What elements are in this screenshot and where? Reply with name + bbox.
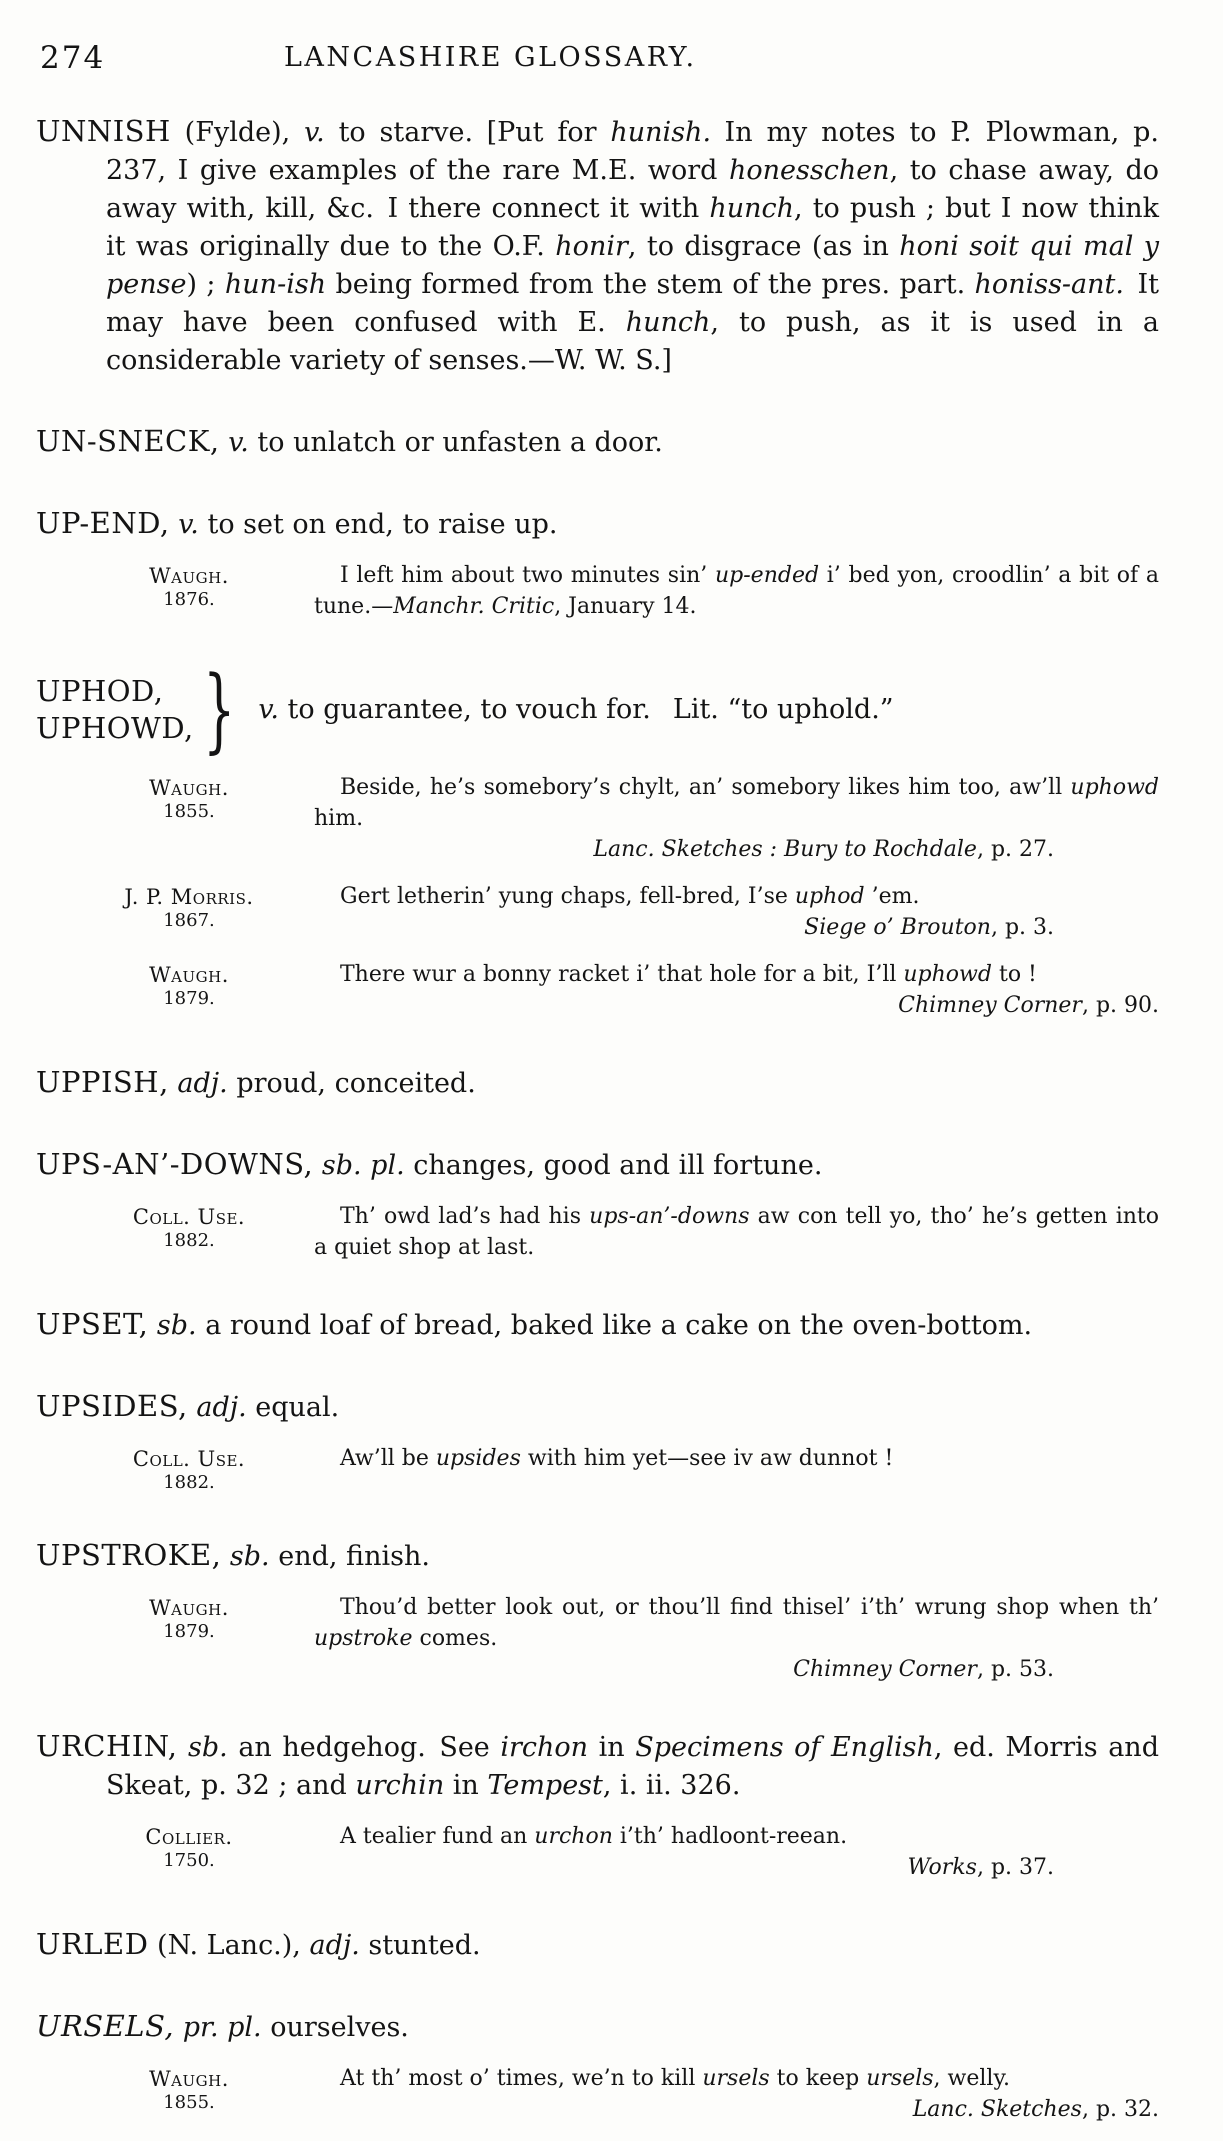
text-run: uphowd <box>903 962 992 987</box>
citation-attribution <box>94 881 284 943</box>
glossary-entry-upset <box>36 1305 1159 1345</box>
glossary-entry-urchin <box>36 1727 1159 1883</box>
text-run: Manchr. Critic <box>393 594 555 619</box>
text-run: It may have been confused with E. <box>106 269 1159 338</box>
page-number: 274 <box>40 40 106 76</box>
citation-quote <box>314 1592 1159 1654</box>
running-title: LANCASHIRE GLOSSARY. <box>284 42 697 73</box>
text-run <box>221 1541 230 1572</box>
text-run: to ! <box>991 962 1037 987</box>
citation-year: 1855. <box>163 2092 215 2113</box>
citation-source: Collier. <box>145 1825 233 1849</box>
text-run: adj. <box>177 1068 228 1099</box>
braced-headword-row <box>36 656 1159 763</box>
text-run: hunch <box>709 193 795 224</box>
text-run: upsides <box>435 1446 521 1471</box>
citation-quote-column <box>314 1201 1159 1263</box>
citation-year: 1882. <box>163 1230 215 1251</box>
citation-source: Waugh. <box>149 2067 229 2091</box>
brace-glyph: } <box>202 656 236 763</box>
text-run <box>177 1732 188 1763</box>
text-run: adj. <box>309 1930 360 1961</box>
glossary-entry-urled <box>36 1925 1159 1965</box>
text-run: , p. 53. <box>976 1657 1054 1682</box>
text-run: being formed from the stem of the pres. part. <box>326 269 975 300</box>
citation-reference <box>314 1852 1159 1883</box>
citation-attribution <box>94 959 284 1021</box>
text-run: to starve. [Put for <box>324 117 611 148</box>
glossary-entry-ursels <box>36 2007 1159 2125</box>
citation <box>36 1443 1159 1494</box>
text-run: aw con tell yo, tho’ he’s getten into a quiet shop at last. <box>314 1204 1160 1260</box>
text-run: Lanc. Sketches <box>912 2097 1082 2122</box>
citation-reference <box>872 990 1159 1021</box>
text-run: , p. 3. <box>990 915 1054 940</box>
citation <box>36 560 1159 622</box>
text-run: ) ; <box>186 269 225 300</box>
citation-quote-column <box>314 1821 1159 1883</box>
citation-quote <box>314 881 1159 912</box>
text-run: sb. <box>188 1732 228 1763</box>
text-run: i’ bed yon, croodlin’ a bit of a tune.— <box>314 563 1159 619</box>
headword: UPSIDES, <box>36 1389 188 1423</box>
glossary-entry-uphod-uphowd <box>36 656 1159 1021</box>
text-run: Th’ owd lad’s had his <box>340 1204 590 1229</box>
entry-definition <box>36 1925 1159 1965</box>
text-run: in <box>588 1732 636 1763</box>
citation <box>36 1592 1159 1685</box>
headword: UPS-AN’-DOWNS, <box>36 1147 314 1181</box>
citation <box>36 1201 1159 1263</box>
citation-attribution <box>94 1201 284 1263</box>
citation-source: Waugh. <box>149 1596 229 1620</box>
entry-definition <box>36 422 1159 462</box>
text-run <box>174 2012 183 2043</box>
citation-source: Waugh. <box>149 963 229 987</box>
text-run: sb. pl. <box>321 1150 405 1181</box>
headword: UP-END, <box>36 506 170 540</box>
text-run: ups-an’-downs <box>589 1204 750 1229</box>
citation-year: 1876. <box>163 589 215 610</box>
text-run: in <box>444 1770 488 1801</box>
entry-definition <box>36 112 1159 380</box>
headword: UPPISH, <box>36 1065 169 1099</box>
text-run: ursels <box>866 2066 934 2091</box>
text-run: , p. 27. <box>976 837 1054 862</box>
citation-year: 1879. <box>163 1621 215 1642</box>
text-run: honesschen <box>728 155 890 186</box>
text-run <box>148 1310 157 1341</box>
headword: UPHOD, <box>36 674 164 708</box>
citation-quote <box>314 1443 1159 1474</box>
text-run: to set on end, to raise up. <box>198 509 558 540</box>
text-run: v. <box>258 694 279 725</box>
text-run: uphowd <box>1070 775 1159 800</box>
citation-quote <box>314 1821 1159 1852</box>
citation-year: 1867. <box>163 910 215 931</box>
headword: URLED <box>36 1927 149 1961</box>
entry-definition <box>36 1063 1159 1103</box>
text-run: Specimens of English <box>635 1732 934 1763</box>
text-run: sb. <box>156 1310 197 1341</box>
text-run: I left him about two minutes sin’ <box>340 563 715 588</box>
text-run: up-ended <box>715 563 820 588</box>
citation-reference <box>314 834 1159 865</box>
headword: UPHOWD, <box>36 711 194 745</box>
citation-quote <box>314 560 1159 622</box>
text-run: , p. 32. <box>1081 2097 1159 2122</box>
citation-quote-column <box>314 1443 1159 1494</box>
citation-attribution <box>94 2063 284 2125</box>
citation-source: Waugh. <box>149 776 229 800</box>
text-run: Gert letherin’ yung chaps, fell-bred, I’se <box>340 884 795 909</box>
text-run: There wur a bonny racket i’ that hole for a bit, I’ll <box>340 962 904 987</box>
text-run: Beside, he’s somebory’s chylt, an’ somebory likes him too, aw’ll <box>340 775 1071 800</box>
text-run: changes, good and ill fortune. <box>404 1150 823 1181</box>
text-run: end, finish. <box>269 1541 430 1572</box>
citation-quote <box>314 772 1159 834</box>
text-run: Chimney Corner <box>898 993 1082 1018</box>
citation-source: Coll. Use. <box>132 1447 246 1471</box>
citation-attribution <box>94 1592 284 1685</box>
text-run: Aw’ll be <box>340 1446 436 1471</box>
text-run: adj. <box>196 1392 247 1423</box>
citation-quote-column <box>314 772 1159 865</box>
glossary-entry-upstroke <box>36 1536 1159 1685</box>
text-run: , p. 90. <box>1081 993 1159 1018</box>
citation-reference <box>314 1654 1159 1685</box>
citation <box>36 1821 1159 1883</box>
text-run: v. <box>178 509 199 540</box>
text-run: sb. <box>229 1541 270 1572</box>
text-run: honir <box>555 231 628 262</box>
text-run: hunch <box>625 307 711 338</box>
text-run: comes. <box>412 1626 498 1651</box>
citation-quote <box>314 1201 1159 1263</box>
page-header <box>36 36 1159 84</box>
citation-reference <box>314 912 1159 943</box>
text-run: hunish. <box>610 117 712 148</box>
text-run: him. <box>314 806 364 831</box>
entry-definition <box>36 1145 1159 1185</box>
glossary-entry-uppish <box>36 1063 1159 1103</box>
text-run: hun-ish <box>224 269 327 300</box>
citation-quote-column <box>314 881 1159 943</box>
citation-year: 1855. <box>163 801 215 822</box>
headword: UNNISH <box>36 114 171 148</box>
text-run: ’em. <box>864 884 920 909</box>
text-run <box>220 427 229 458</box>
text-run: (Fylde), <box>170 117 305 148</box>
citation-quote <box>314 2063 1159 2125</box>
citation-quote-column <box>314 1592 1159 1685</box>
text-run: stunted. <box>359 1930 481 1961</box>
text-run: , to disgrace (as in <box>627 231 900 262</box>
text-run: proud, conceited. <box>227 1068 476 1099</box>
text-run: urchin <box>355 1770 445 1801</box>
text-run: In my notes to P. Plowman, p. 237, I give examples of the rare M.E. word <box>106 117 1160 186</box>
text-run: Tempest <box>487 1770 603 1801</box>
text-run: Chimney Corner <box>793 1657 977 1682</box>
text-run: irchon <box>500 1732 589 1763</box>
glossary-entry-upsides <box>36 1387 1159 1494</box>
citation-quote-column <box>314 560 1159 622</box>
text-run <box>313 1150 322 1181</box>
text-run: upstroke <box>314 1626 413 1651</box>
citation-year: 1882. <box>163 1472 215 1493</box>
entry-definition <box>36 1536 1159 1576</box>
entry-definition <box>36 1387 1159 1427</box>
text-run: ourselves. <box>261 2012 409 2043</box>
citation-source: Waugh. <box>149 564 229 588</box>
text-run: uphod <box>794 884 865 909</box>
citation-attribution <box>94 1821 284 1883</box>
text-run: to unlatch or unfasten a door. <box>248 427 663 458</box>
text-run: ursels <box>702 2066 770 2091</box>
text-run: (N. Lanc.), <box>148 1930 310 1961</box>
headword: UN-SNECK, <box>36 424 220 458</box>
citation-year: 1750. <box>163 1850 215 1871</box>
citation-attribution <box>94 560 284 622</box>
text-run <box>170 509 179 540</box>
headword: UPSTROKE, <box>36 1538 222 1572</box>
entry-definition <box>36 504 1159 544</box>
citation <box>36 772 1159 865</box>
text-run: , p. 37. <box>976 1855 1054 1880</box>
glossary-entry-ups-an-downs <box>36 1145 1159 1263</box>
text-run: Works <box>907 1855 977 1880</box>
citation <box>36 2063 1159 2125</box>
citation-source: Coll. Use. <box>132 1205 246 1229</box>
citation-quote-column <box>314 2063 1159 2125</box>
text-run: pr. pl. <box>182 2012 262 2043</box>
glossary-entry-un-sneck <box>36 422 1159 462</box>
headword: URSELS, <box>36 2009 175 2043</box>
text-run: , to push ; but I now think it was originally due to the O.F. <box>106 193 1159 262</box>
citation-reference <box>887 2094 1159 2125</box>
text-run: a round loaf of bread, baked like a cake on the oven-bottom. <box>196 1310 1033 1341</box>
text-run: i’th’ hadloont-reean. <box>612 1824 848 1849</box>
citation <box>36 959 1159 1021</box>
citation-source: J. P. Morris. <box>124 885 254 909</box>
text-run: honiss-ant. <box>974 269 1124 300</box>
text-run: , to chase away, do away with, kill, &c. I there connect it with <box>106 155 1159 224</box>
citation-quote-column <box>314 959 1159 1021</box>
text-run: , welly. <box>933 2066 1010 2091</box>
text-run: A tealier fund an <box>340 1824 535 1849</box>
text-run: with him yet—see iv aw dunnot ! <box>520 1446 894 1471</box>
text-run: Lanc. Sketches : Bury to Rochdale <box>593 837 977 862</box>
text-run: Siege o’ Brouton <box>804 915 991 940</box>
glossary-entries <box>36 112 1159 2125</box>
glossary-entry-up-end <box>36 504 1159 622</box>
citation-year: 1879. <box>163 988 215 1009</box>
text-run: At th’ most o’ times, we’n to kill <box>340 2066 703 2091</box>
text-run: , ed. Morris and Skeat, p. 32 ; and <box>106 1732 1159 1801</box>
entry-definition <box>36 1727 1159 1805</box>
text-run: equal. <box>246 1392 340 1423</box>
text-run: honi soit qui mal y pense <box>106 231 1159 300</box>
text-run: to keep <box>769 2066 867 2091</box>
headword: URCHIN, <box>36 1729 178 1763</box>
headword-variants <box>36 673 194 747</box>
headword: UPSET, <box>36 1307 149 1341</box>
text-run: to guarantee, to vouch for. Lit. “to uphold.” <box>278 694 894 725</box>
text-run: an hedgehog. See <box>227 1732 501 1763</box>
text-run: , to push, as it is used in a considerable variety of senses.—W. W. S.] <box>106 307 1159 376</box>
text-run: v. <box>304 117 325 148</box>
citation <box>36 881 1159 943</box>
text-run: v. <box>228 427 249 458</box>
citation-attribution <box>94 1443 284 1494</box>
citation-attribution <box>94 772 284 865</box>
text-run: , January 14. <box>554 594 697 619</box>
text-run: Thou’d better look out, or thou’ll find thisel’ i’th’ wrung shop when th’ <box>340 1595 1159 1620</box>
citation-quote <box>314 959 1159 1021</box>
text-run: urchon <box>534 1824 613 1849</box>
entry-definition <box>36 2007 1159 2047</box>
glossary-entry-unnish <box>36 112 1159 380</box>
text-run: , i. ii. 326. <box>602 1770 741 1801</box>
definition-text <box>248 692 893 728</box>
entry-definition <box>36 1305 1159 1345</box>
